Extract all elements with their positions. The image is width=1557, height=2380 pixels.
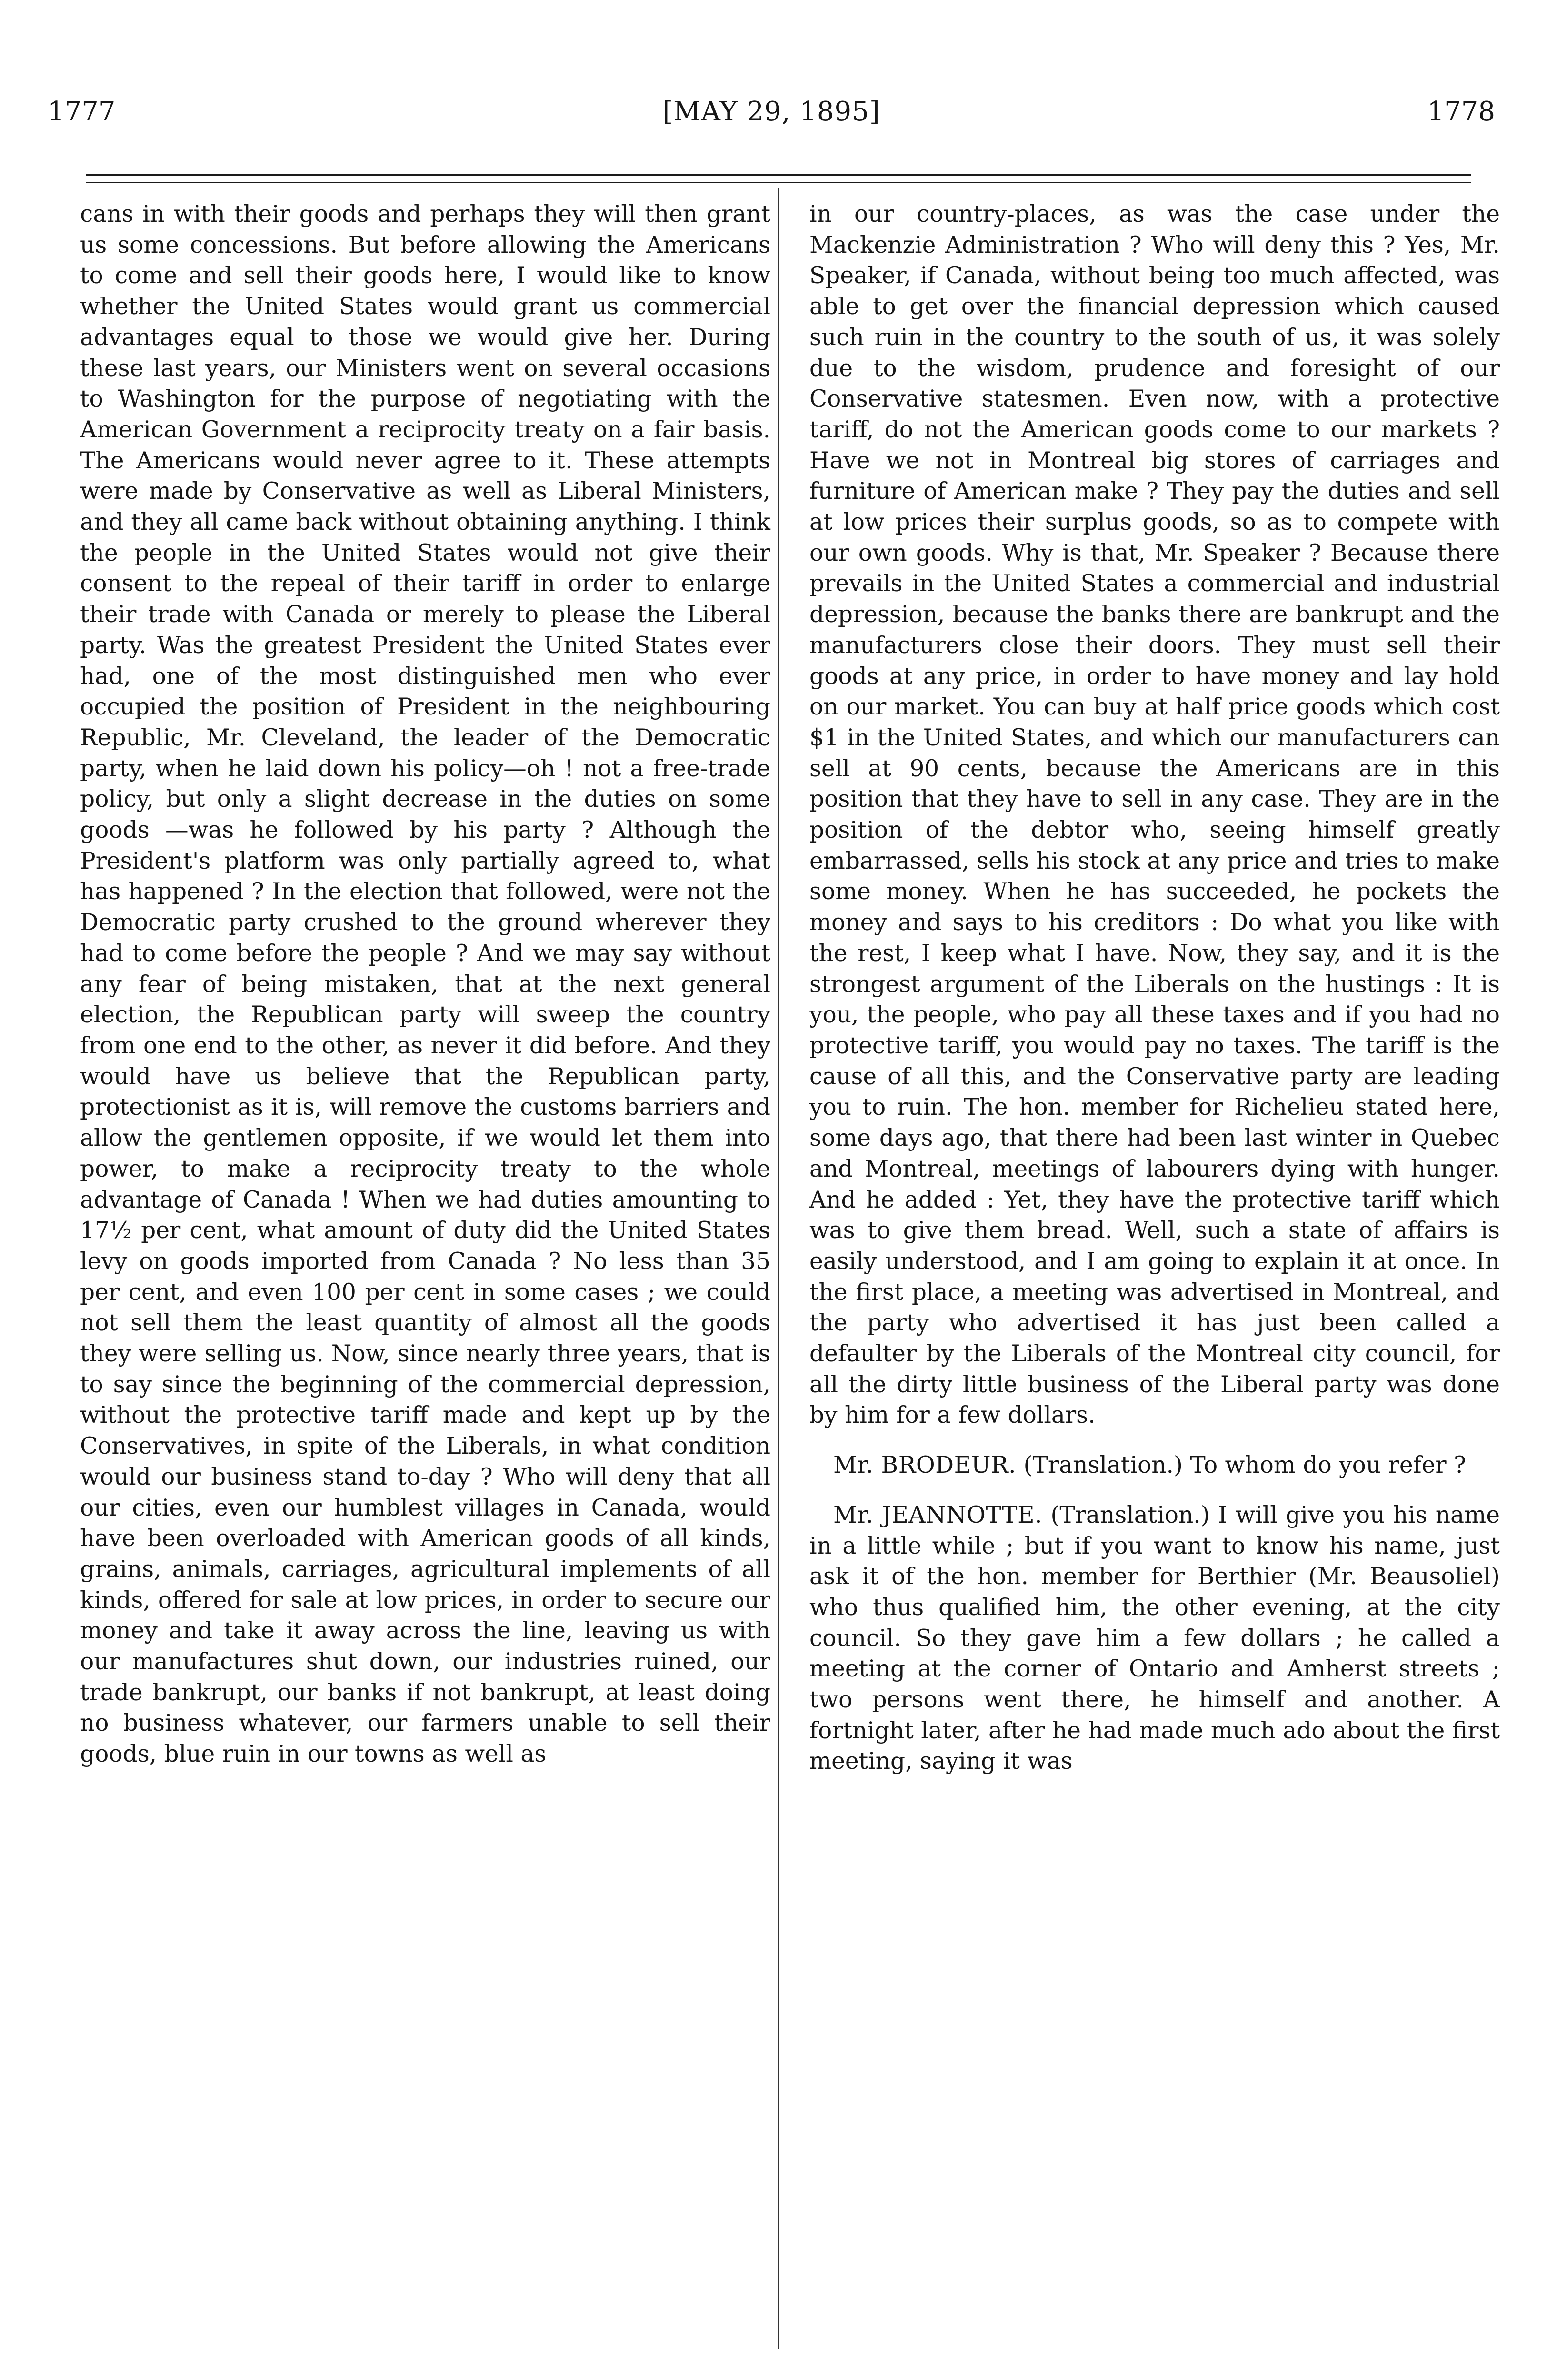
speaker-name: Mr. BRODEUR. <box>833 1452 1017 1479</box>
speech-text: (Translation.) To whom do you refer ? <box>1016 1452 1467 1479</box>
speech-text: (Translation.) I will give you his name in a little while ; but if you want to know his name, just ask it of the hon. member for Berthier (Mr. Beausoliel) who thus qualified him, the other evening, at the city council. So they gave him a few dollars ; he called a meeting at the corner of Ontario and Amherst streets ; two persons went there, he himself and another. A fortnight later, after he had made much ado about the first meeting, saying it was <box>809 1501 1500 1775</box>
speaker-name: Mr. JEANNOTTE. <box>833 1501 1043 1528</box>
left-column-paragraph: cans in with their goods and perhaps they will then grant us some concessions. But before allowing the Americans to come and sell their goods here, I would like to know whether the United States would grant us commercial advantages equal to those we would give her. During these last years, our Ministers went on several occasions to Washington for the purpose of negotiating with the American Government a reciprocity treaty on a fair basis. The Americans would never agree to it. These attempts were made by Conservative as well as Liberal Ministers, and they all came back without obtaining anything. I think the people in the United States would not give their consent to the repeal of their tariff in order to enlarge their trade with Canada or merely to please the Liberal party. Was the greatest President the United States ever had, one of the most distinguished men who ever occupied the position of President in the neighbouring Republic, Mr. Cleveland, the leader of the Democratic party, when he laid down his policy—oh ! not a free-trade policy, but only a slight decrease in the duties on some goods —was he followed by his party ? Although the President's platform was only partially agreed to, what has happened ? In the election that followed, were not the Democratic party crushed to the ground wherever they had to come before the people ? And we may say without any fear of being mistaken, that at the next general election, the Republican party will sweep the country from one end to the other, as never it did before. And they would have us believe that the Republican party, protectionist as it is, will remove the customs barriers and allow the gentlemen opposite, if we would let them into power, to make a reciprocity treaty to the whole advantage of Canada ! When we had duties amounting to 17½ per cent, what amount of duty did the United States levy on goods imported from Canada ? No less than 35 per cent, and even 100 per cent in some cases ; we could not sell them the least quantity of almost all the goods they were selling us. Now, since nearly three years, that is to say since the beginning of the commercial depression, without the protective tariff made and kept up by the Conservatives, in spite of the Liberals, in what condition would our business stand to-day ? Who will deny that all our cities, even our humblest villages in Canada, would have been overloaded with American goods of all kinds, grains, animals, carriages, agricultural implements of all kinds, offered for sale at low prices, in order to secure our money and take it away across the line, leaving us with our manufactures shut down, our industries ruined, our trade bankrupt, our banks if not bankrupt, at least doing no business whatever, our farmers unable to sell their goods, blue ruin in our towns as well as <box>80 201 770 1768</box>
right-column <box>809 199 1500 1777</box>
page-number-right: 1778 <box>1427 96 1495 127</box>
column-divider <box>778 188 779 2349</box>
speech-jeannotte <box>809 1500 1500 1777</box>
speech-brodeur <box>809 1450 1500 1481</box>
right-column-paragraph: in our country-places, as was the case under the Mackenzie Administration ? Who will deny this ? Yes, Mr. Speaker, if Canada, without being too much affected, was able to get over the financial depression which caused such ruin in the country to the south of us, it was solely due to the wisdom, prudence and foresight of our Conservative statesmen. Even now, with a protective tariff, do not the American goods come to our markets ? Have we not in Montreal big stores of carriages and furniture of American make ? They pay the duties and sell at low prices their surplus goods, so as to compete with our own goods. Why is that, Mr. Speaker ? Because there prevails in the United States a commercial and industrial depression, because the banks there are bankrupt and the manufacturers close their doors. They must sell their goods at any price, in order to have money and lay hold on our market. You can buy at half price goods which cost $1 in the United States, and which our manufacturers can sell at 90 cents, because the Americans are in this position that they have to sell in any case. They are in the position of the debtor who, seeing himself greatly embarrassed, sells his stock at any price and tries to make some money. When he has succeeded, he pockets the money and says to his creditors : Do what you like with the rest, I keep what I have. Now, they say, and it is the strongest argument of the Liberals on the hustings : It is you, the people, who pay all these taxes and if you had no protective tariff, you would pay no taxes. The tariff is the cause of all this, and the Conservative party are leading you to ruin. The hon. member for Richelieu stated here, some days ago, that there had been last winter in Quebec and Montreal, meetings of labourers dying with hunger. And he added : Yet, they have the protective tariff which was to give them bread. Well, such a state of affairs is easily understood, and I am going to explain it at once. In the first place, a meeting was advertised in Montreal, and the party who advertised it has just been called a defaulter by the Liberals of the Montreal city council, for all the dirty little business of the Liberal party was done by him for a few dollars. <box>809 201 1500 1429</box>
header-rule-thick <box>86 174 1471 176</box>
page-header <box>48 93 1495 131</box>
page-date: [MAY 29, 1895] <box>662 96 880 127</box>
header-rule-thin <box>86 182 1471 183</box>
left-column <box>80 199 770 1770</box>
page-number-left: 1777 <box>48 96 116 127</box>
